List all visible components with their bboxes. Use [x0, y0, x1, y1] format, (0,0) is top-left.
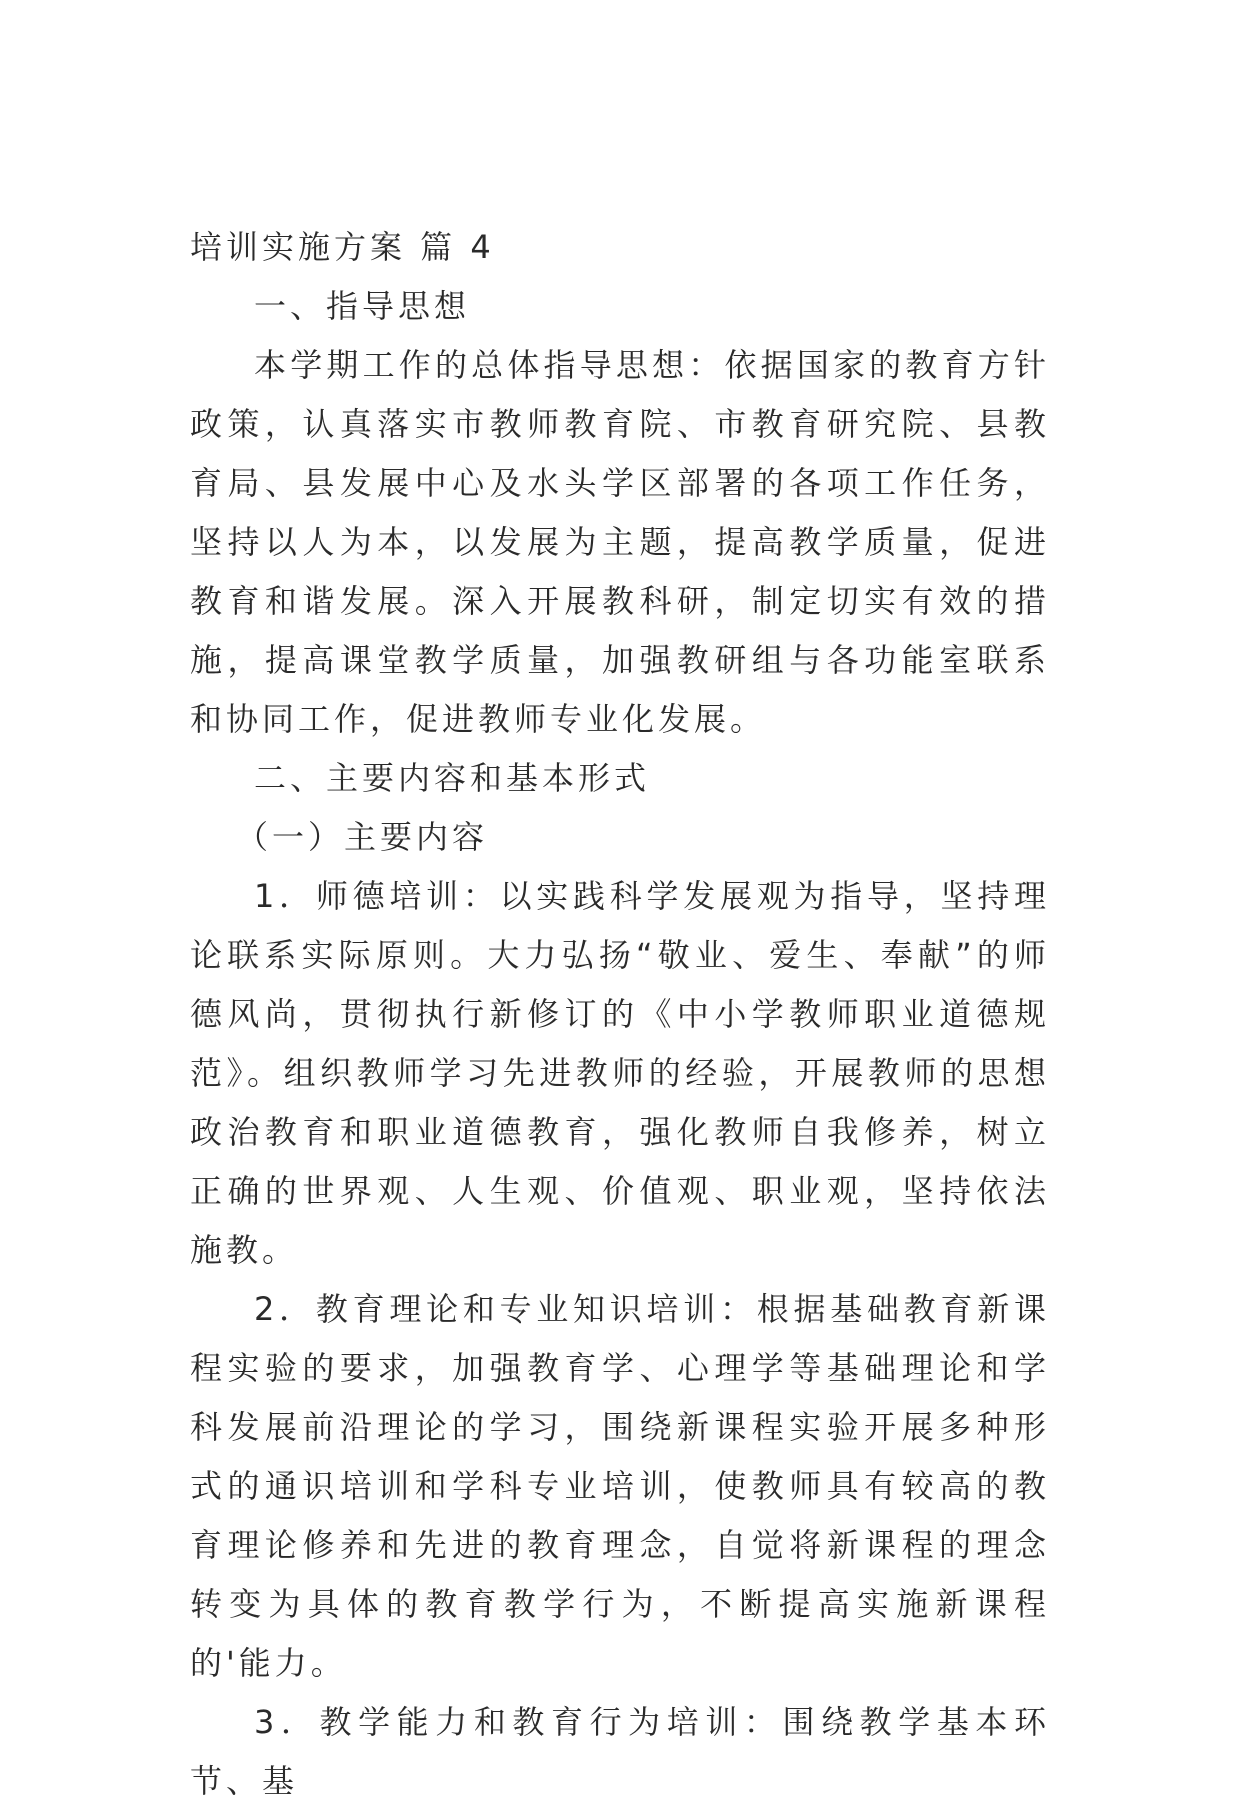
section-heading-guiding-thought: 一、指导思想: [254, 287, 471, 325]
document-title: 培训实施方案 篇 4: [190, 228, 495, 266]
document-body: [190, 218, 1050, 1811]
section-heading-main-content: 二、主要内容和基本形式: [254, 759, 651, 797]
paragraph-guiding-thought: 本学期工作的总体指导思想：依据国家的教育方针政策，认真落实市教师教育院、市教育研究院、县教育局、县发展中心及水头学区部署的各项工作任务，坚持以人为本，以发展为主题，提高教学质量，促进教育和谐发展。深入开展教科研，制定切实有效的措施，提高课堂教学质量，加强教研组与各功能室联系和协同工作，促进教师专业化发展。: [190, 346, 1050, 738]
subsection-heading-main-content: （一）主要内容: [236, 818, 489, 856]
paragraph-teaching-ability-training: 3．教学能力和教育行为培训：围绕教学基本环节、基: [190, 1703, 1050, 1800]
paragraph-theory-training: 2．教育理论和专业知识培训：根据基础教育新课程实验的要求，加强教育学、心理学等基础理论和学科发展前沿理论的学习，围绕新课程实验开展多种形式的通识培训和学科专业培训，使教师具有较高的教育理论修养和先进的教育理念，自觉将新课程的理念转变为具体的教育教学行为，不断提高实施新课程的'能力。: [190, 1290, 1050, 1682]
paragraph-ethics-training: 1．师德培训：以实践科学发展观为指导，坚持理论联系实际原则。大力弘扬“敬业、爱生、奉献”的师德风尚，贯彻执行新修订的《中小学教师职业道德规范》。组织教师学习先进教师的经验，开展教师的思想政治教育和职业道德教育，强化教师自我修养，树立正确的世界观、人生观、价值观、职业观，坚持依法施教。: [190, 877, 1050, 1269]
